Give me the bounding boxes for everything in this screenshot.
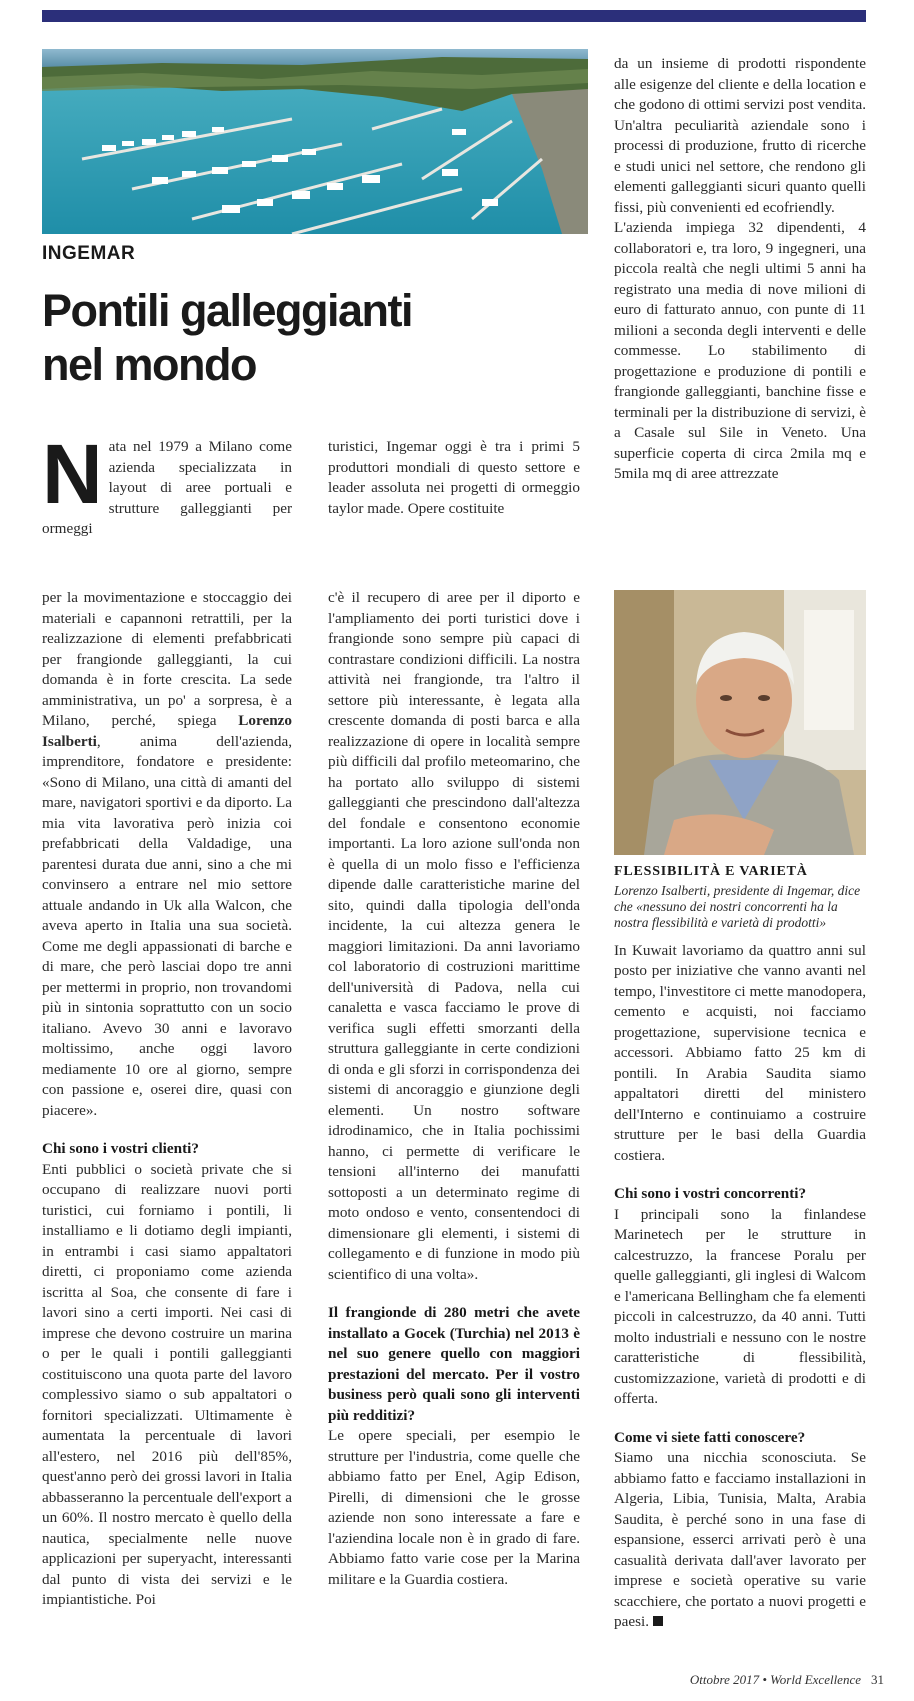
- intro-column-1: [42, 427, 292, 540]
- marina-photo: [42, 49, 588, 234]
- paragraph: I principali sono la finlandese Marinetech per le strutture in calcestruzzo, la francese Poralu per quelle galleggianti, gli inglesi di Walcom e l'americana Bellingham che fa elementi piccoli in calcestruzzo, da 40 anni. Tutti molto industriali e nessuno con le nostre caratteristiche di flessibilità, customizzazione, varietà di prodotti e di offerta.: [614, 1205, 866, 1407]
- issue-label: Ottobre 2017 • World Excellence: [689, 1672, 861, 1687]
- portrait-photo: [614, 590, 866, 855]
- interview-question: Il frangionde di 280 metri che avete installato a Gocek (Turchia) nel 2013 è nel suo genere quello con maggiori prestazioni del mercato. Per il vostro business però quali sono gli interventi più redditizi?: [328, 1304, 580, 1424]
- column-1-bottom: [42, 588, 292, 1611]
- caption-text: Lorenzo Isalberti, presidente di Ingemar, dice che «nessuno dei nostri concorrenti ha la nostra flessibilità e varietà di prodotti»: [614, 882, 861, 930]
- interview-question: Chi sono i vostri clienti?: [42, 1140, 199, 1157]
- page-number: 31: [871, 1672, 884, 1687]
- person-name: Lorenzo Isalberti: [42, 712, 292, 750]
- drop-cap: N: [42, 427, 103, 521]
- interview-question: Chi sono i vostri concorrenti?: [614, 1185, 807, 1202]
- interview-question: Come vi siete fatti conoscere?: [614, 1428, 806, 1446]
- intro-text-2: turistici, Ingemar oggi è tra i primi 5 produttori mondiali di questo settore e leader assoluta nei progetti di ormeggio taylor made. Opere costituite: [328, 438, 580, 517]
- intro-column-2: [328, 437, 580, 519]
- paragraph: per la movimentazione e stoccaggio dei materiali e capannoni retrattili, per la realizzazione di elementi prefabbricati per frangionde galleggianti, la cui domanda è in forte crescita. La sede amministrativa, un po' a sorpresa, è a Milano, perché, spiega: [42, 589, 292, 729]
- column-3-top: [614, 54, 866, 485]
- paragraph: Le opere speciali, per esempio le strutture per l'industria, come quelle che abbiamo fatto per Enel, Agip Edison, Pirelli, di dimensioni che le grosse aziende non sono interessate a fare e l'aziendina locale non è in grado di fare. Abbiamo fatto varie cose per la Marina militare e la Guardia costiera.: [328, 1427, 580, 1588]
- paragraph: Siamo una nicchia sconosciuta. Se abbiamo fatto e facciamo installazioni in Algeria, Libia, Tunisia, Malta, Arabia Saudita, è perché sono in una fase di espansione, esserci arrivati però è una casualità derivata dall'aver lavorato per imprese e società operative su varie scacchiere, che portato a nuovi progetti e paesi.: [614, 1449, 866, 1630]
- paragraph: , anima dell'azienda, imprenditore, fondatore e presidente: «Sono di Milano, una città di amanti del mare, navigatori sportivi e da diporto. La mia vita lavorativa però inizia coi prefabbricati della Valdadige, una parentesi durata due anni, sino a che mi convinsero a entrare nel mio settore attuale andando in Uk alla Walcon, che aveva aperto in Italia una sua società. Come me degli appassionati di barche e di mare, che però lasciai dopo tre anni per mettermi in proprio, non trovandomi più in sintonia soprattutto con un socio italiano. Avevo 30 anni e lavoravo moltissimo, anche oggi lavoro mediamente 10 ore al giorno, sempre con passione e, oserei dire, quasi con piacere».: [42, 732, 292, 1119]
- company-kicker: INGEMAR: [42, 243, 136, 264]
- page-footer: [690, 1672, 884, 1688]
- end-mark-icon: [653, 1616, 663, 1626]
- paragraph: da un insieme di prodotti rispondente alle esigenze del cliente e della location e che godono di ottimi servizi post vendita. Un'altra peculiarità aziendale sono i processi di produzione, frutto di ricerche e studi unici nel settore, che rendono gli elementi galleggianti sicuri quanto quelli fissi, più convenienti ed ecofriendly.: [614, 55, 866, 216]
- column-2-bottom: [328, 588, 580, 1590]
- paragraph: In Kuwait lavoriamo da quattro anni sul posto per iniziative che vanno avanti nel tempo, l'investitore ci mette manodopera, cemento e acquisti, noi facciamo progettazione, supervisione tecnica e accessori. Abbiamo fatto 25 km di pontili. In Arabia Saudita siamo appaltatori diretti del ministero dell'Interno e continuiamo a costruire strutture per le basi della Guardia costiera.: [614, 941, 866, 1164]
- caption-title: FLESSIBILITÀ E VARIETÀ: [614, 864, 808, 879]
- intro-text-1: ata nel 1979 a Milano come azienda specializzata in layout di aree portuali e strutture galleggianti per ormeggi: [42, 438, 292, 537]
- paragraph: L'azienda impiega 32 dipendenti, 4 collaboratori e, tra loro, 9 ingegneri, una piccola realtà che negli ultimi 5 anni ha registrato una media di nove milioni di euro di fatturato annuo, con punte di 11 milioni a seconda degli interventi e delle commesse. Lo stabilimento di progettazione e produzione di pontili e frangionde galleggianti, banchine fisse e terminali per la distribuzione di servizi, è a Casale sul Sile in Veneto. Una superficie coperta di circa 2mila mq e 5mila mq di aree attrezzate: [614, 219, 866, 482]
- article-headline: Pontili galleggianti nel mondo: [42, 285, 413, 390]
- paragraph: c'è il recupero di aree per il diporto e l'ampliamento dei porti turistici dove i frangionde sono sempre più capaci di contrastare condizioni difficili. La nostra attività nei frangionde, tra l'altro il settore più interessante, è legata alla crescente domanda di posti barca e alla realizzazione di opere in località sempre più difficili dal profilo meteomarino, che ha portato allo sviluppo di sistemi galleggianti che prescindono dall'altezza del fondale e consentono economie importanti. La loro azione sull'onda non è quella di un molo fisso e l'efficienza dipende dalle caratteristiche marine del sito, quindi dalla tipologia dell'onda incidente, la cui altezza genera le maggiori limitazioni. Da anni lavoriamo col laboratorio di costruzioni marittime dell'università di Padova, nella cui canaletta e vasca facciamo le prove di verifica sugli effetti smorzanti della struttura galleggiante in certe condizioni di onda e gli sforzi in corrispondenza dei sistemi di ancoraggio e giunzione degli elementi. Un nostro software idrodinamico, che in Italia pochissimi hanno, ci permette di verificare le tensioni all'interno dei manufatti sottoposti a un determinato regime di moto ondoso e vento, consentendoci di dimensionare gli elementi, i sistemi di collegamento e di funzione in modo più scientifico di una volta».: [328, 589, 580, 1283]
- header-color-bar: [42, 10, 866, 22]
- paragraph: Enti pubblici o società private che si occupano di realizzare nuovi porti turistici, cui forniamo i pontili, li installiamo e li dotiamo degli impianti, in entrambi i casi siamo appaltatori diretti, ci proponiamo come azienda iscritta al Soa, che consente di fare i lavori sino a certi importi. Nei casi di imprese che devono costruire un marina o per le quali i pontili galleggianti costituiscono una quota parte del lavoro complessivo siamo o sub appaltatori o fornitori specializzati. Ultimamente è aumentata la percentuale di lavori all'estero, nel 2016 più dell'85%, quest'anno però dei grossi lavori in Italia abbasseranno la percentuale dell'export a un 60%. Il nostro mercato è quello della nautica, specialmente nelle nuove applicazioni per superyacht, interessanti dal punto di vista dei servizi e le impiantistiche. Poi: [42, 1160, 292, 1608]
- column-3-bottom: [614, 862, 866, 1633]
